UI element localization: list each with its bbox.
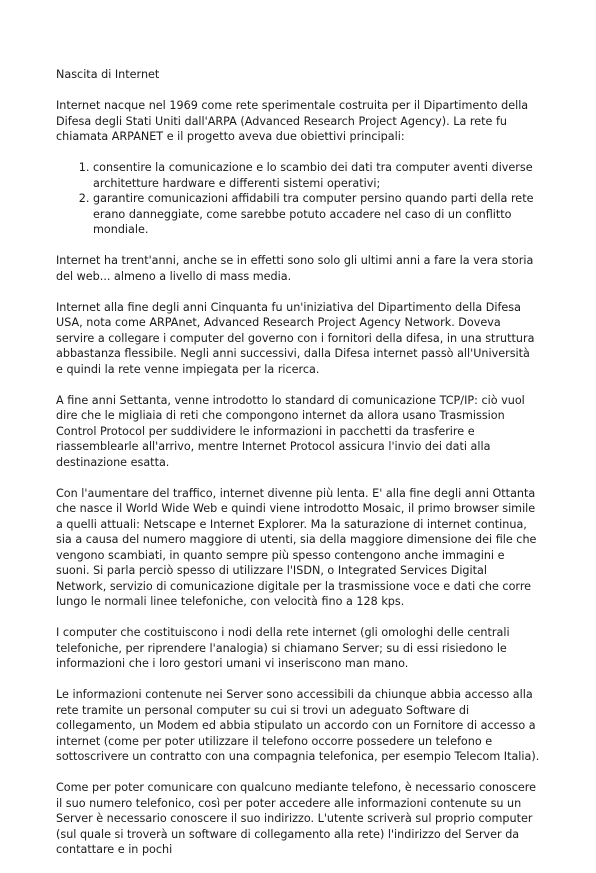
objective-item: 2. garantire comunicazioni affidabili tra computer persino quando parti della rete erano danneggiate, come sarebbe potuto accadere nel caso di un conflitto mondiale. (93, 191, 540, 238)
body-paragraph: I computer che costituiscono i nodi della rete internet (gli omologhi delle centrali telefoniche, per riprendere l'analogia) si chiamano Server; su di essi risiedono le informazioni che i loro gestori umani vi inseriscono man mano. (56, 626, 510, 670)
body-paragraph: Con l'aumentare del traffico, internet divenne più lenta. E' alla fine degli anni Ottanta che nasce il World Wide Web e quindi viene introdotto Mosaic, il primo browser simile a quelli attuali: Netscape e Internet Explorer. Ma la saturazione di internet continua, sia a causa del numero maggiore di utenti, sia della maggiore dimensione dei file che vengono scambiati, in quanto sempre più spesso contengono anche immagini e suoni. Si parla perciò spesso di utilizzare l'ISDN, o Integrated Services Digital Network, servizio di comunicazione digitale per la trasmissione voce e dati che corre lungo le normali linee telefoniche, con velocità fino a 128 kps. (56, 486, 537, 608)
body-paragraph: A fine anni Settanta, venne introdotto lo standard di comunicazione TCP/IP: ciò vuol dire che le migliaia di reti che compongono internet da allora usano Trasmission Control Protocol per suddividere le informazioni in pacchetti da trasferire e riassemblearle all'arrivo, mentre Internet Protocol assicura l'invio dei dati alla destinazione esatta. (56, 393, 525, 469)
body-paragraph: Internet alla fine degli anni Cinquanta fu un'iniziativa del Dipartimento della Difesa USA, nota come ARPAnet, Advanced Research Project Agency Network. Doveva servire a collegare i computer del governo con i fornitori della difesa, in una struttura abbastanza flessibile. Negli anni successivi, dalla Difesa internet passò all'Università e quindi la rete venne impiegata per la ricerca. (56, 300, 535, 376)
intro-paragraph: Internet nacque nel 1969 come rete sperimentale costruita per il Dipartimento della Difesa degli Stati Uniti dall'ARPA (Advanced Research Project Agency). La rete fu chiamata ARPANET e il progetto aveva due obiettivi principali: (56, 99, 529, 143)
objective-item: 1. consentire la comunicazione e lo scambio dei dati tra computer aventi diverse architetture hardware e differenti sistemi operativi; (93, 160, 540, 191)
body-paragraph: Come per poter comunicare con qualcuno mediante telefono, è necessario conoscere il suo numero telefonico, così per poter accedere alle informazioni contenute su un Server è necessario conoscere il suo indirizzo. L'utente scriverà sul proprio computer (sul quale si troverà un software di collegamento alla rete) l'indirizzo del Server da contattare e in pochi (56, 781, 536, 856)
document-title: Nascita di Internet (56, 68, 160, 81)
body-paragraph: Le informazioni contenute nei Server sono accessibili da chiunque abbia accesso alla rete tramite un personal computer su cui si trovi un adeguato Software di collegamento, un Modem ed abbia stipulato un accordo con un Fornitore di accesso a internet (come per poter utilizzare il telefono occorre possedere un telefono e sottoscrivere un contratto con una compagnia telefonica, per esempio Telecom Italia). (56, 688, 540, 763)
body-paragraph: Internet ha trent'anni, anche se in effetti sono solo gli ultimi anni a fare la vera storia del web... almeno a livello di mass media. (56, 254, 534, 283)
document-body (56, 67, 540, 873)
objectives-list (56, 160, 540, 238)
